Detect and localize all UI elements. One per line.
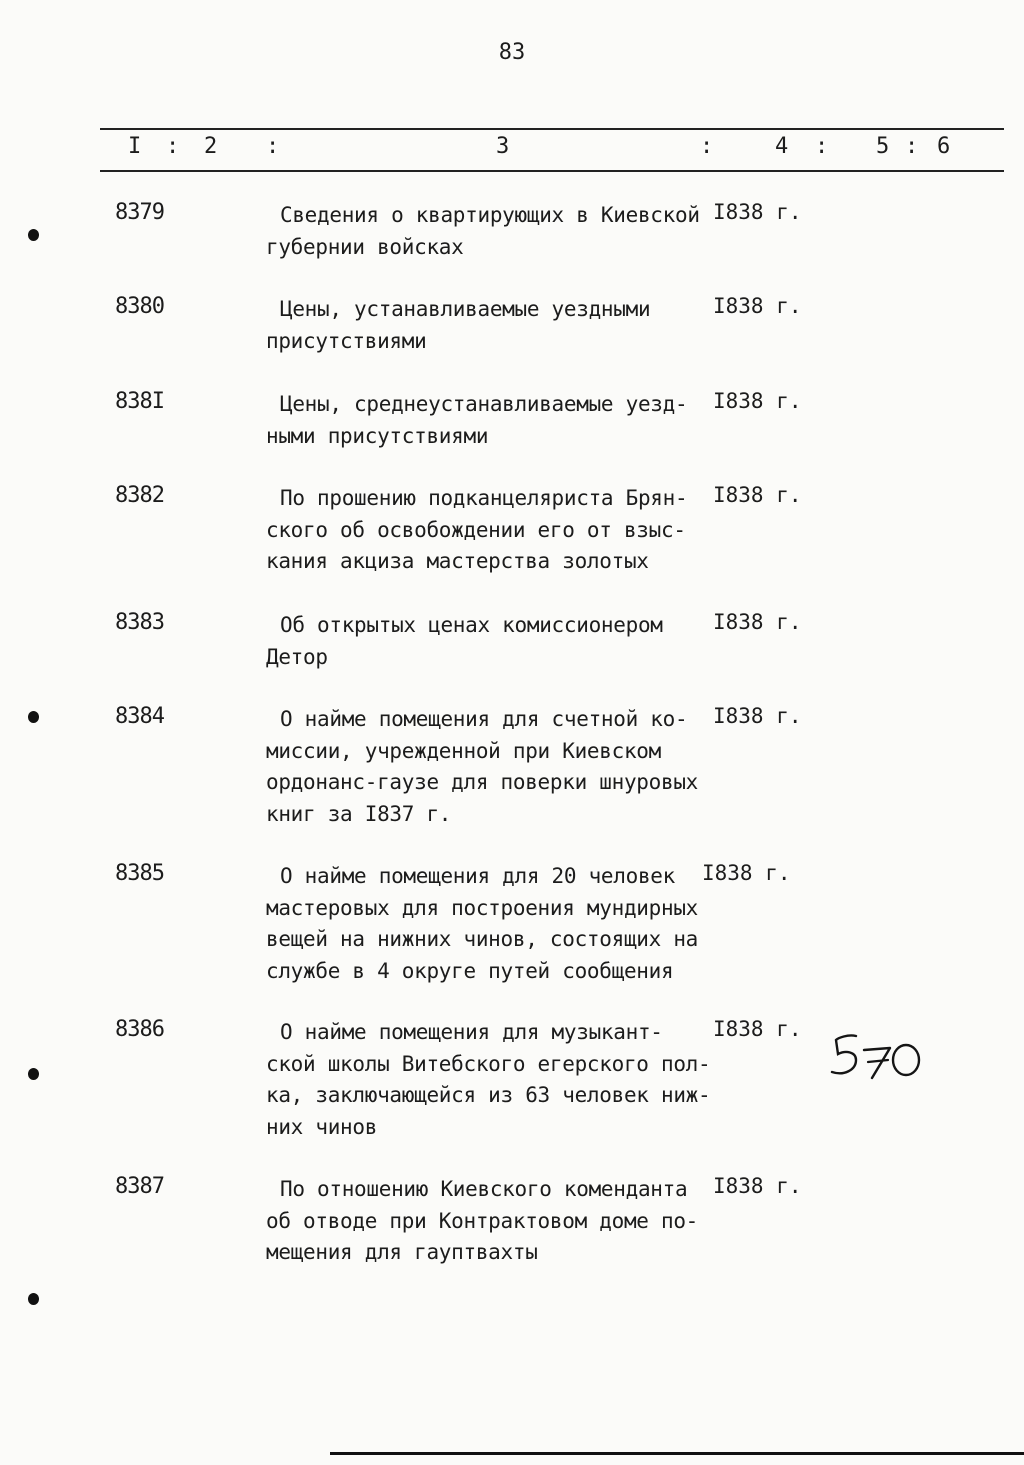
margin-punch-hole: [28, 229, 39, 241]
entry-number: 8380: [115, 294, 164, 319]
column-header-separator: :: [905, 134, 919, 159]
column-header-2: 2: [204, 134, 218, 159]
entry-number: 8384: [115, 704, 164, 729]
entry-number: 8383: [115, 610, 164, 635]
entry-date: I838 г.: [702, 861, 791, 885]
entry-date: I838 г.: [713, 200, 802, 224]
entry-date: I838 г.: [713, 1174, 802, 1198]
entry-date: I838 г.: [713, 389, 802, 413]
entry-title: О найме помещения для 20 человек мастеровых для построения мундирных вещей на нижних чинов, состоящих на службе в 4 округе путей сообщения: [266, 864, 699, 983]
column-header-separator: :: [815, 134, 829, 159]
entry-title: Цены, среднеустанавливаемые уезд- ными присутствиями: [266, 392, 688, 448]
page-bottom-edge: [330, 1452, 1024, 1455]
entry-title: По прошению подканцеляриста Брян- ского об освобождении его от взыс- кания акциза мастерства золотых: [266, 486, 688, 573]
entry-title: Цены, устанавливаемые уездными присутствиями: [266, 297, 651, 353]
header-bottom-rule: [100, 170, 1004, 172]
entry-number: 8382: [115, 483, 164, 508]
entry-number: 8385: [115, 861, 164, 886]
margin-punch-hole: [28, 711, 39, 723]
entry-date: I838 г.: [713, 704, 802, 728]
margin-punch-hole: [28, 1068, 39, 1080]
entry-date: I838 г.: [713, 294, 802, 318]
entry-title: О найме помещения для музыкант- ской школы Витебского егерского пол- ка, заключающейся из 63 человек ниж- них чинов: [266, 1020, 711, 1139]
column-header-separator: :: [700, 134, 714, 159]
entry-date: I838 г.: [713, 483, 802, 507]
entry-number: 8387: [115, 1174, 164, 1199]
column-header-5: 5: [876, 134, 890, 159]
column-header-separator: :: [266, 134, 280, 159]
entry-date: I838 г.: [713, 1017, 802, 1041]
page-number: 83: [498, 40, 526, 65]
entry-number: 8379: [115, 200, 164, 225]
entry-date: I838 г.: [713, 610, 802, 634]
entry-title: По отношению Киевского коменданта об отводе при Контрактовом доме по- мещения для гауптвахты: [266, 1177, 699, 1264]
column-header-3: 3: [496, 134, 510, 159]
header-top-rule: [100, 128, 1004, 130]
entry-title: Об открытых ценах комиссионером Детор: [266, 613, 663, 669]
entry-title: О найме помещения для счетной ко- миссии, учрежденной при Киевском ордонанс-гаузе для поверки шнуровых книг за I837 г.: [266, 707, 699, 826]
entry-number: 8386: [115, 1017, 164, 1042]
margin-punch-hole: [28, 1293, 39, 1305]
column-header-6: 6: [937, 134, 951, 159]
column-header-1: I: [128, 134, 142, 159]
entry-title: Сведения о квартирующих в Киевской губернии войсках: [266, 203, 700, 259]
column-header-separator: :: [166, 134, 180, 159]
entry-number: 838I: [115, 389, 164, 414]
handwritten-folio-number: [828, 1026, 928, 1086]
column-header-4: 4: [775, 134, 789, 159]
